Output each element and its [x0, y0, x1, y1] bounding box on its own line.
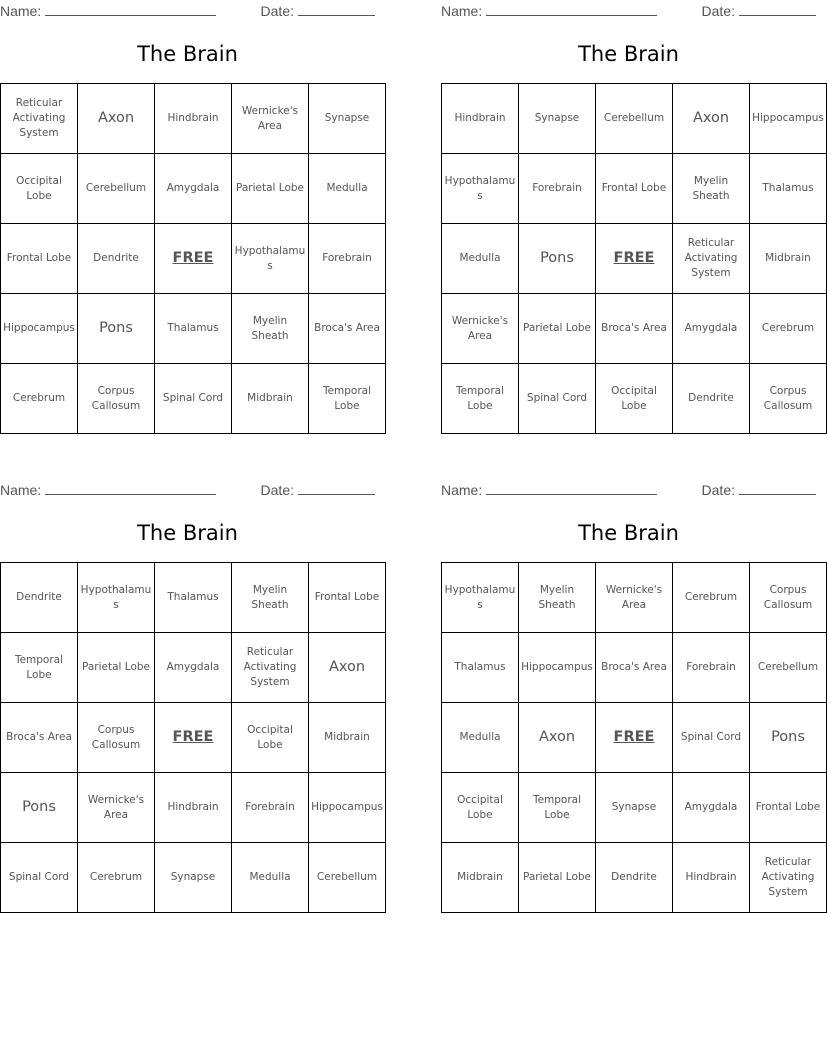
date-label: Date:: [260, 482, 294, 498]
bingo-cell: Wernicke's Area: [78, 773, 155, 843]
bingo-cell: Thalamus: [750, 154, 827, 224]
bingo-cell: Axon: [519, 703, 596, 773]
bingo-cell: Occipital Lobe: [1, 154, 78, 224]
bingo-cell: Amygdala: [673, 773, 750, 843]
bingo-cell: Medulla: [442, 703, 519, 773]
bingo-cell: Occipital Lobe: [596, 364, 673, 434]
card-title: The Brain: [578, 42, 679, 66]
bingo-cell: Midbrain: [750, 224, 827, 294]
card-header: [441, 2, 816, 20]
bingo-cell: Hippocampus: [309, 773, 386, 843]
date-field: [261, 481, 375, 498]
bingo-cell: Hindbrain: [155, 84, 232, 154]
name-line: [45, 481, 216, 495]
bingo-cell: Amygdala: [155, 154, 232, 224]
bingo-cell: Pons: [750, 703, 827, 773]
bingo-cell: Cerebrum: [673, 563, 750, 633]
bingo-cell: Parietal Lobe: [232, 154, 309, 224]
bingo-cell: Midbrain: [442, 843, 519, 913]
bingo-cell: Axon: [309, 633, 386, 703]
free-space-cell: FREE: [155, 224, 232, 294]
bingo-cell: Medulla: [442, 224, 519, 294]
grid-row: [1, 843, 386, 913]
bingo-cell: Wernicke's Area: [596, 563, 673, 633]
bingo-cell: Broca's Area: [596, 294, 673, 364]
card-title: The Brain: [137, 521, 238, 545]
date-field: [702, 481, 816, 498]
bingo-cell: Spinal Cord: [155, 364, 232, 434]
date-line: [298, 481, 375, 495]
name-line: [486, 2, 657, 16]
name-label: Name:: [441, 3, 483, 19]
name-field: [0, 481, 216, 498]
bingo-cell: Cerebrum: [750, 294, 827, 364]
bingo-cell: Corpus Callosum: [750, 364, 827, 434]
bingo-cell: Corpus Callosum: [750, 563, 827, 633]
bingo-cell: Spinal Cord: [673, 703, 750, 773]
bingo-grid: [0, 562, 386, 913]
grid-row: [442, 773, 827, 843]
bingo-cell: Hindbrain: [442, 84, 519, 154]
bingo-cell: Midbrain: [232, 364, 309, 434]
bingo-cell: Myelin Sheath: [232, 294, 309, 364]
bingo-cell: Hypothalamus: [442, 563, 519, 633]
date-label: Date:: [701, 482, 735, 498]
date-line: [739, 481, 816, 495]
grid-row: [442, 84, 827, 154]
bingo-cell: Cerebrum: [78, 843, 155, 913]
bingo-cell: Thalamus: [442, 633, 519, 703]
bingo-cell: Forebrain: [232, 773, 309, 843]
bingo-cell: Hippocampus: [750, 84, 827, 154]
name-field: [441, 481, 657, 498]
free-space-cell: FREE: [596, 224, 673, 294]
grid-row: [442, 843, 827, 913]
free-space-cell: FREE: [596, 703, 673, 773]
name-line: [486, 481, 657, 495]
grid-row: [1, 294, 386, 364]
name-field: [0, 2, 216, 19]
bingo-cell: Axon: [78, 84, 155, 154]
card-header: [441, 481, 816, 499]
bingo-cell: Reticular Activating System: [232, 633, 309, 703]
bingo-cell: Cerebellum: [78, 154, 155, 224]
card-header: [0, 481, 375, 499]
bingo-cell: Hypothalamus: [232, 224, 309, 294]
bingo-cell: Amygdala: [155, 633, 232, 703]
name-label: Name:: [441, 482, 483, 498]
bingo-cell: Frontal Lobe: [750, 773, 827, 843]
grid-row: [1, 703, 386, 773]
bingo-cell: Frontal Lobe: [309, 563, 386, 633]
bingo-cell: Forebrain: [309, 224, 386, 294]
bingo-cell: Wernicke's Area: [232, 84, 309, 154]
bingo-cell: Pons: [519, 224, 596, 294]
date-label: Date:: [701, 3, 735, 19]
bingo-cell: Axon: [673, 84, 750, 154]
bingo-cell: Synapse: [155, 843, 232, 913]
bingo-cell: Temporal Lobe: [519, 773, 596, 843]
card-title: The Brain: [137, 42, 238, 66]
bingo-cell: Wernicke's Area: [442, 294, 519, 364]
bingo-cell: Thalamus: [155, 294, 232, 364]
grid-row: [442, 703, 827, 773]
bingo-cell: Temporal Lobe: [309, 364, 386, 434]
bingo-cell: Frontal Lobe: [596, 154, 673, 224]
bingo-cell: Hypothalamus: [442, 154, 519, 224]
card-title: The Brain: [578, 521, 679, 545]
name-label: Name:: [0, 482, 42, 498]
grid-row: [1, 154, 386, 224]
bingo-cell: Amygdala: [673, 294, 750, 364]
date-field: [261, 2, 375, 19]
bingo-cell: Broca's Area: [596, 633, 673, 703]
grid-row: [442, 364, 827, 434]
bingo-cell: Hypothalamus: [78, 563, 155, 633]
bingo-cell: Dendrite: [1, 563, 78, 633]
bingo-cell: Forebrain: [519, 154, 596, 224]
bingo-cell: Myelin Sheath: [673, 154, 750, 224]
free-space-cell: FREE: [155, 703, 232, 773]
grid-row: [1, 633, 386, 703]
bingo-cell: Forebrain: [673, 633, 750, 703]
bingo-cell: Temporal Lobe: [1, 633, 78, 703]
date-label: Date:: [260, 3, 294, 19]
bingo-cell: Midbrain: [309, 703, 386, 773]
bingo-cell: Dendrite: [673, 364, 750, 434]
bingo-cell: Broca's Area: [1, 703, 78, 773]
bingo-cell: Corpus Callosum: [78, 364, 155, 434]
name-line: [45, 2, 216, 16]
bingo-grid: [441, 83, 827, 434]
bingo-cell: Frontal Lobe: [1, 224, 78, 294]
bingo-cell: Synapse: [519, 84, 596, 154]
bingo-cell: Medulla: [309, 154, 386, 224]
grid-row: [442, 224, 827, 294]
name-field: [441, 2, 657, 19]
name-label: Name:: [0, 3, 42, 19]
bingo-cell: Hindbrain: [155, 773, 232, 843]
bingo-cell: Broca's Area: [309, 294, 386, 364]
bingo-cell: Pons: [78, 294, 155, 364]
bingo-cell: Cerebellum: [596, 84, 673, 154]
card-header: [0, 2, 375, 20]
date-line: [739, 2, 816, 16]
grid-row: [442, 294, 827, 364]
bingo-cell: Reticular Activating System: [673, 224, 750, 294]
bingo-cell: Parietal Lobe: [519, 843, 596, 913]
bingo-cell: Cerebrum: [1, 364, 78, 434]
bingo-cell: Hindbrain: [673, 843, 750, 913]
bingo-cell: Pons: [1, 773, 78, 843]
bingo-cell: Hippocampus: [519, 633, 596, 703]
bingo-cell: Occipital Lobe: [232, 703, 309, 773]
bingo-cell: Temporal Lobe: [442, 364, 519, 434]
bingo-cell: Dendrite: [596, 843, 673, 913]
bingo-grid: [0, 83, 386, 434]
bingo-cell: Reticular Activating System: [750, 843, 827, 913]
grid-row: [1, 84, 386, 154]
bingo-cell: Synapse: [596, 773, 673, 843]
bingo-cell: Corpus Callosum: [78, 703, 155, 773]
bingo-cell: Cerebellum: [309, 843, 386, 913]
bingo-cell: Spinal Cord: [519, 364, 596, 434]
bingo-cell: Parietal Lobe: [78, 633, 155, 703]
bingo-cell: Synapse: [309, 84, 386, 154]
grid-row: [1, 224, 386, 294]
bingo-cell: Myelin Sheath: [232, 563, 309, 633]
bingo-cell: Hippocampus: [1, 294, 78, 364]
date-field: [702, 2, 816, 19]
bingo-cell: Cerebellum: [750, 633, 827, 703]
bingo-cell: Myelin Sheath: [519, 563, 596, 633]
bingo-cell: Thalamus: [155, 563, 232, 633]
grid-row: [1, 563, 386, 633]
bingo-grid: [441, 562, 827, 913]
grid-row: [442, 563, 827, 633]
date-line: [298, 2, 375, 16]
grid-row: [1, 773, 386, 843]
bingo-cell: Reticular Activating System: [1, 84, 78, 154]
grid-row: [442, 154, 827, 224]
bingo-cell: Parietal Lobe: [519, 294, 596, 364]
bingo-cell: Occipital Lobe: [442, 773, 519, 843]
grid-row: [442, 633, 827, 703]
bingo-cell: Spinal Cord: [1, 843, 78, 913]
grid-row: [1, 364, 386, 434]
bingo-cell: Medulla: [232, 843, 309, 913]
bingo-cell: Dendrite: [78, 224, 155, 294]
